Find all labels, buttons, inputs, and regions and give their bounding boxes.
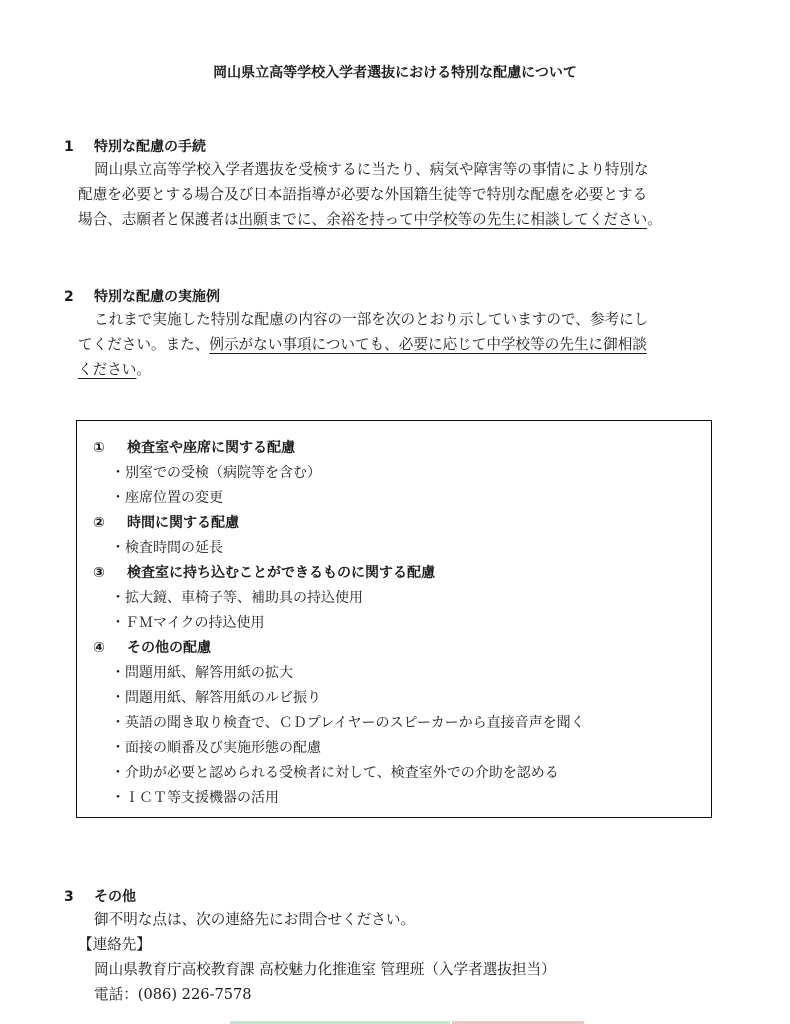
section-2-line-3-end: 。 — [136, 361, 151, 378]
page-title: 岡山県立高等学校入学者選抜における特別な配慮について — [213, 65, 577, 81]
section-1-underlined-notice: 出願までに、余裕を持って中学校等の先生に相談してください — [238, 211, 648, 228]
category-3 — [93, 562, 435, 582]
examples-box — [76, 420, 712, 818]
section-1-line-1: 岡山県立高等学校入学者選抜を受検するに当たり、病気や障害等の事情により特別な — [94, 161, 649, 178]
list-item: ・拡大鏡、車椅子等、補助具の持込使用 — [111, 590, 363, 606]
category-3-mark: ③ — [93, 565, 105, 581]
section-3-line-1: 御不明な点は、次の連絡先にお問合せください。 — [94, 911, 416, 928]
section-1-title: 特別な配慮の手続 — [94, 139, 206, 155]
category-4 — [93, 637, 211, 657]
section-3-heading — [64, 886, 136, 906]
section-1-line-3-end: 。 — [647, 211, 662, 228]
section-1-heading — [64, 136, 206, 156]
category-1-title: 検査室や座席に関する配慮 — [127, 440, 295, 456]
category-4-title: その他の配慮 — [127, 640, 211, 656]
section-2-line-2 — [78, 332, 647, 357]
category-2 — [93, 512, 239, 532]
category-1-mark: ① — [93, 440, 105, 456]
list-item: ・面接の順番及び実施形態の配慮 — [111, 740, 321, 756]
section-2-heading — [64, 286, 220, 306]
section-2-line-2-text: てください。また、 — [78, 336, 210, 353]
list-item: ・座席位置の変更 — [111, 490, 223, 506]
contact-label: 【連絡先】 — [78, 936, 151, 953]
category-2-mark: ② — [93, 515, 105, 531]
section-2-underlined-notice-end: ください — [78, 361, 137, 378]
contact-office: 岡山県教育庁高校教育課 高校魅力化推進室 管理班（入学者選抜担当） — [94, 961, 556, 978]
list-item: ・介助が必要と認められる受検者に対して、検査室外での介助を認める — [111, 765, 559, 781]
contact-phone: 電話：(086) 226-7578 — [94, 986, 252, 1003]
list-item: ・別室での受検（病院等を含む） — [111, 465, 321, 481]
section-3-number: 3 — [64, 889, 74, 905]
section-2-line-3 — [78, 357, 151, 382]
section-2-title: 特別な配慮の実施例 — [94, 289, 220, 305]
list-item: ・ＦＭマイクの持込使用 — [111, 615, 265, 631]
section-2-line-1: これまで実施した特別な配慮の内容の一部を次のとおり示していますので、参考にし — [94, 311, 649, 328]
category-1 — [93, 437, 295, 457]
list-item: ・問題用紙、解答用紙のルビ振り — [111, 690, 321, 706]
section-1-line-3-text: 場合、志願者と保護者は — [78, 211, 239, 228]
category-3-title: 検査室に持ち込むことができるものに関する配慮 — [127, 565, 435, 581]
section-1-number: 1 — [64, 139, 74, 155]
list-item: ・検査時間の延長 — [111, 540, 223, 556]
section-2-number: 2 — [64, 289, 74, 305]
section-3-title: その他 — [94, 889, 136, 905]
category-4-mark: ④ — [93, 640, 105, 656]
list-item: ・英語の聞き取り検査で、ＣＤプレイヤーのスピーカーから直接音声を聞く — [111, 715, 585, 731]
section-2-underlined-notice: 例示がない事項についても、必要に応じて中学校等の先生に御相談 — [209, 336, 647, 353]
section-1-line-3 — [78, 207, 662, 232]
category-2-title: 時間に関する配慮 — [127, 515, 239, 531]
list-item: ・問題用紙、解答用紙の拡大 — [111, 665, 293, 681]
section-1-line-2: 配慮を必要とする場合及び日本語指導が必要な外国籍生徒等で特別な配慮を必要とする — [78, 186, 648, 203]
list-item: ・ＩＣＴ等支援機器の活用 — [111, 790, 279, 806]
